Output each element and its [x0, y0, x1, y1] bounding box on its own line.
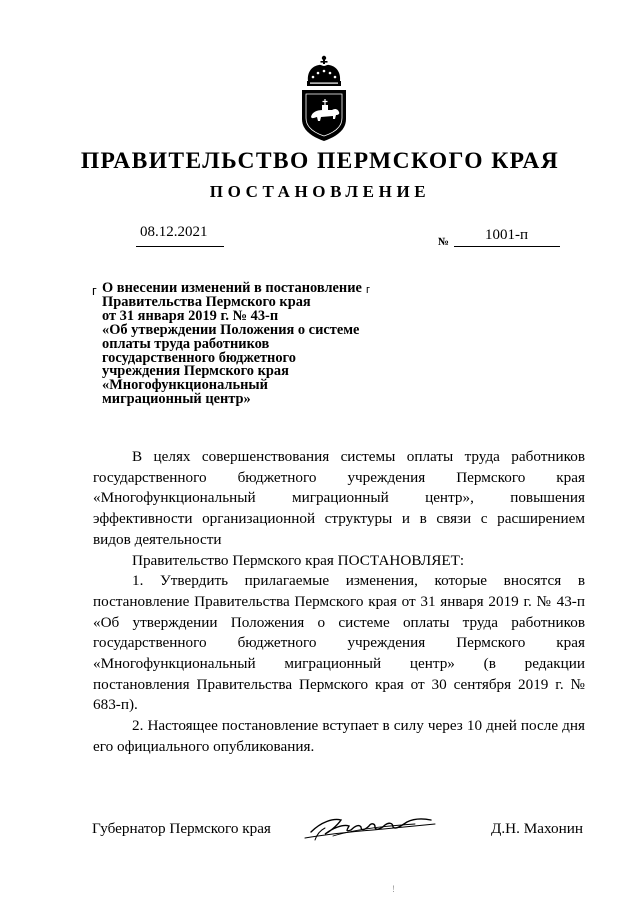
subject-line: государственного бюджетного — [102, 349, 296, 366]
subject-line: «Многофункциональный — [102, 377, 268, 394]
date-underline — [136, 246, 224, 247]
subject-line: Правительства Пермского края — [102, 293, 311, 310]
subject-corner-left: г — [92, 283, 97, 298]
subject-corner-right: г — [366, 284, 371, 296]
document-date: 08.12.2021 — [140, 224, 208, 240]
signatory-name: Д.Н. Махонин — [491, 820, 583, 837]
organization-title: ПРАВИТЕЛЬСТВО ПЕРМСКОГО КРАЯ — [80, 148, 560, 174]
handwritten-signature-icon — [303, 808, 441, 846]
subject-line: оплаты труда работников — [102, 335, 270, 352]
number-sign: № — [438, 236, 450, 248]
document-subject — [102, 282, 402, 407]
subject-line: от 31 января 2019 г. № 43-п — [102, 307, 279, 324]
document-type: ПОСТАНОВЛЕНИЕ — [209, 182, 431, 201]
body-paragraph: В целях совершенствования системы оплаты труда работников государственного бюджетного учреждения Пермского края «Многофункциональный миграционный центр», повышения эффективности организационной структуры и в связи с расширением видов деятельности — [93, 448, 585, 548]
number-underline — [454, 246, 560, 247]
document-body — [93, 447, 585, 758]
subject-line: «Об утверждении Положения о системе — [102, 321, 360, 338]
subject-line: миграционный центр» — [102, 391, 251, 408]
body-paragraph: 1. Утвердить прилагаемые изменения, которые вносятся в постановление Правительства Пермского края от 31 января 2019 г. № 43-п «Об утверждении Положения о системе оплаты труда работников государственного бюджетного учреждения Пермского края «Многофункциональный миграционный центр» (в редакции постановления Правительства Пермского края от 30 сентября 2019 г. № 683-п). — [93, 572, 585, 714]
signatory-position: Губернатор Пермского края — [92, 820, 271, 837]
subject-line: О внесении изменений в постановление — [102, 280, 362, 296]
scan-mark: ! — [392, 884, 395, 894]
document-number: 1001-п — [485, 227, 529, 243]
subject-line: учреждения Пермского края — [102, 363, 289, 380]
body-paragraph: Правительство Пермского края ПОСТАНОВЛЯЕТ: — [132, 551, 465, 569]
body-paragraph: 2. Настоящее постановление вступает в силу через 10 дней после дня его официального опубликования. — [93, 717, 585, 755]
coat-of-arms-icon — [299, 55, 349, 145]
